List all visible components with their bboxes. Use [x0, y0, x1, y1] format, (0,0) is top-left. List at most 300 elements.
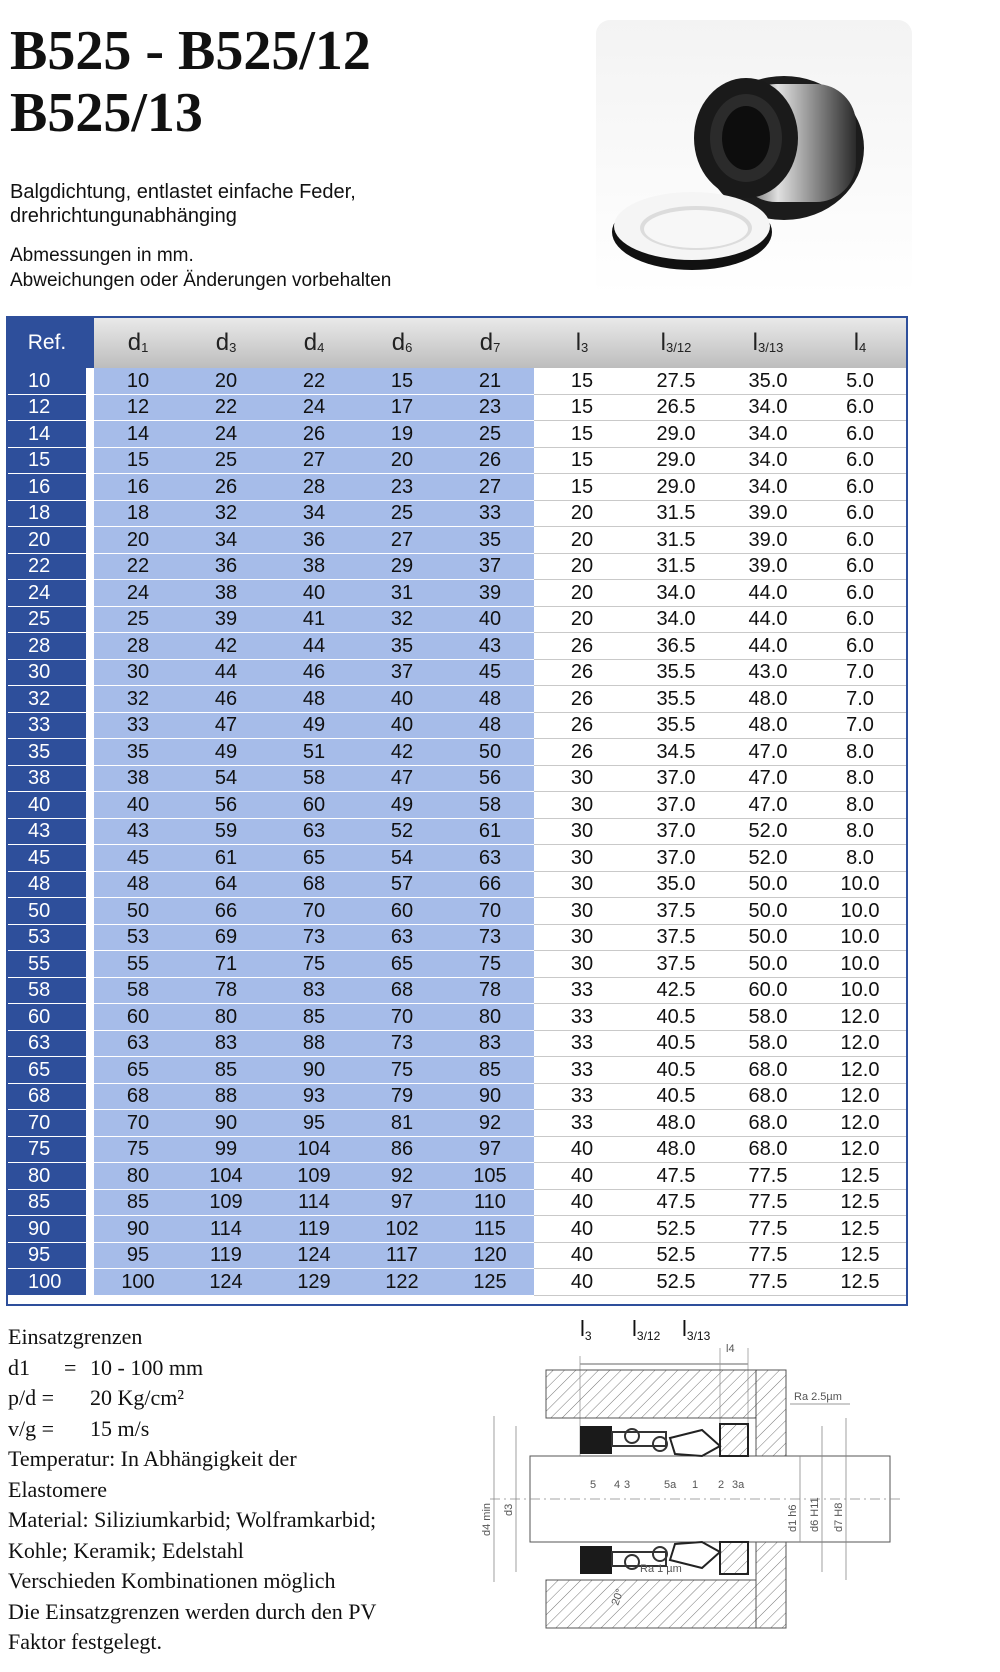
value-cell: 33 — [534, 1057, 630, 1084]
value-cell: 12.5 — [814, 1242, 906, 1269]
description-line-1: Balgdichtung, entlastet einfache Feder, — [10, 181, 356, 203]
table-body — [8, 368, 906, 1295]
table-row — [8, 739, 906, 766]
value-cell: 31.5 — [630, 553, 722, 580]
row-spacer — [86, 368, 94, 394]
value-cell: 48 — [270, 686, 358, 713]
value-cell: 55 — [94, 951, 182, 978]
value-cell: 35 — [446, 527, 534, 554]
column-header — [722, 318, 814, 368]
row-spacer — [86, 421, 94, 448]
value-cell: 125 — [446, 1269, 534, 1296]
limit-speed-key: v/g = — [8, 1415, 55, 1441]
table-row — [8, 1163, 906, 1190]
value-cell: 40 — [534, 1136, 630, 1163]
value-cell: 58.0 — [722, 1030, 814, 1057]
value-cell: 27 — [270, 447, 358, 474]
table-row — [8, 1030, 906, 1057]
table-row — [8, 1110, 906, 1137]
value-cell: 15 — [94, 447, 182, 474]
value-cell: 27 — [358, 527, 446, 554]
row-spacer — [86, 1057, 94, 1084]
value-cell: 6.0 — [814, 580, 906, 607]
value-cell: 42 — [182, 633, 270, 660]
row-spacer — [86, 1163, 94, 1190]
value-cell: 77.5 — [722, 1242, 814, 1269]
table-row — [8, 977, 906, 1004]
value-cell: 60 — [270, 792, 358, 819]
value-cell: 100 — [94, 1269, 182, 1296]
value-cell: 43 — [446, 633, 534, 660]
ref-cell: 12 — [8, 394, 86, 421]
table-row — [8, 553, 906, 580]
table-row — [8, 580, 906, 607]
ref-cell: 60 — [8, 1004, 86, 1031]
value-cell: 8.0 — [814, 765, 906, 792]
value-cell: 6.0 — [814, 447, 906, 474]
value-cell: 63 — [358, 924, 446, 951]
value-cell: 66 — [446, 871, 534, 898]
value-cell: 39.0 — [722, 527, 814, 554]
value-cell: 6.0 — [814, 474, 906, 501]
table-row — [8, 394, 906, 421]
row-spacer — [86, 818, 94, 845]
value-cell: 12 — [94, 394, 182, 421]
value-cell: 12.5 — [814, 1269, 906, 1296]
row-spacer — [86, 1269, 94, 1296]
ref-cell: 25 — [8, 606, 86, 633]
dimension-table-frame — [6, 316, 908, 1306]
value-cell: 36 — [270, 527, 358, 554]
value-cell: 65 — [358, 951, 446, 978]
value-cell: 77.5 — [722, 1189, 814, 1216]
column-header-main: d — [215, 329, 230, 356]
value-cell: 119 — [270, 1216, 358, 1243]
value-cell: 58 — [270, 765, 358, 792]
value-cell: 124 — [182, 1269, 270, 1296]
row-spacer — [86, 1136, 94, 1163]
value-cell: 75 — [94, 1136, 182, 1163]
ref-cell: 45 — [8, 845, 86, 872]
value-cell: 47.0 — [722, 765, 814, 792]
value-cell: 20 — [534, 606, 630, 633]
value-cell: 35 — [358, 633, 446, 660]
value-cell: 33 — [534, 1110, 630, 1137]
value-cell: 33 — [534, 977, 630, 1004]
value-cell: 65 — [94, 1057, 182, 1084]
value-cell: 58.0 — [722, 1004, 814, 1031]
value-cell: 6.0 — [814, 606, 906, 633]
value-cell: 24 — [94, 580, 182, 607]
value-cell: 40 — [534, 1189, 630, 1216]
value-cell: 77.5 — [722, 1216, 814, 1243]
value-cell: 48.0 — [722, 712, 814, 739]
value-cell: 95 — [94, 1242, 182, 1269]
value-cell: 24 — [182, 421, 270, 448]
table-row — [8, 1189, 906, 1216]
value-cell: 12.5 — [814, 1163, 906, 1190]
row-spacer — [86, 1004, 94, 1031]
row-spacer — [86, 580, 94, 607]
ref-cell: 16 — [8, 474, 86, 501]
value-cell: 45 — [446, 659, 534, 686]
value-cell: 75 — [270, 951, 358, 978]
value-cell: 60 — [94, 1004, 182, 1031]
row-spacer — [86, 659, 94, 686]
product-photo — [596, 20, 912, 296]
value-cell: 46 — [182, 686, 270, 713]
value-cell: 90 — [446, 1083, 534, 1110]
ref-cell: 53 — [8, 924, 86, 951]
value-cell: 16 — [94, 474, 182, 501]
material-line-1: Material: Siliziumkarbid; Wolframkarbid; — [8, 1507, 377, 1532]
ref-cell: 14 — [8, 421, 86, 448]
value-cell: 37.0 — [630, 845, 722, 872]
value-cell: 30 — [534, 792, 630, 819]
value-cell: 117 — [358, 1242, 446, 1269]
value-cell: 34.0 — [722, 447, 814, 474]
dimension-table — [8, 318, 906, 1296]
value-cell: 12.5 — [814, 1216, 906, 1243]
value-cell: 48 — [446, 712, 534, 739]
column-header-sub: 3/12 — [666, 340, 692, 355]
value-cell: 39 — [446, 580, 534, 607]
column-header — [182, 318, 270, 368]
table-row — [8, 447, 906, 474]
value-cell: 31.5 — [630, 527, 722, 554]
ref-cell: 33 — [8, 712, 86, 739]
dim-d7: d7 H8 — [833, 1502, 845, 1532]
part-number-3: 3 — [624, 1479, 631, 1491]
value-cell: 58 — [94, 977, 182, 1004]
value-cell: 37.5 — [630, 951, 722, 978]
temperature-line-1: Temperatur: In Abhängigkeit der — [8, 1446, 297, 1471]
row-spacer — [86, 792, 94, 819]
row-spacer — [86, 1030, 94, 1057]
column-header-sub: 4 — [317, 340, 325, 355]
value-cell: 15 — [534, 394, 630, 421]
value-cell: 51 — [270, 739, 358, 766]
value-cell: 37.5 — [630, 898, 722, 925]
dim-d1: d1 h6 — [787, 1504, 799, 1532]
value-cell: 48.0 — [630, 1110, 722, 1137]
value-cell: 32 — [358, 606, 446, 633]
value-cell: 73 — [446, 924, 534, 951]
table-row — [8, 606, 906, 633]
value-cell: 22 — [94, 553, 182, 580]
value-cell: 90 — [182, 1110, 270, 1137]
value-cell: 52 — [358, 818, 446, 845]
value-cell: 34.0 — [722, 474, 814, 501]
ref-cell: 35 — [8, 739, 86, 766]
value-cell: 73 — [270, 924, 358, 951]
column-header — [814, 318, 906, 368]
value-cell: 31 — [358, 580, 446, 607]
ref-cell: 40 — [8, 792, 86, 819]
title-line-2: B525/13 — [10, 82, 203, 144]
table-row — [8, 659, 906, 686]
table-row — [8, 1136, 906, 1163]
value-cell: 26 — [270, 421, 358, 448]
value-cell: 39.0 — [722, 553, 814, 580]
value-cell: 29.0 — [630, 474, 722, 501]
ref-cell: 90 — [8, 1216, 86, 1243]
value-cell: 10.0 — [814, 951, 906, 978]
limits-heading: Einsatzgrenzen — [8, 1324, 143, 1349]
part-number-3a: 3a — [732, 1479, 745, 1491]
column-header-main: Ref. — [27, 331, 67, 354]
dim-d4: d4 min — [481, 1502, 493, 1536]
row-spacer — [86, 924, 94, 951]
value-cell: 6.0 — [814, 553, 906, 580]
table-header-row — [8, 318, 906, 368]
label-l3-13: l3/13 — [682, 1316, 711, 1343]
value-cell: 23 — [358, 474, 446, 501]
value-cell: 54 — [182, 765, 270, 792]
value-cell: 10.0 — [814, 924, 906, 951]
value-cell: 85 — [446, 1057, 534, 1084]
row-spacer — [86, 553, 94, 580]
value-cell: 41 — [270, 606, 358, 633]
value-cell: 50.0 — [722, 951, 814, 978]
value-cell: 54 — [358, 845, 446, 872]
value-cell: 25 — [182, 447, 270, 474]
value-cell: 7.0 — [814, 686, 906, 713]
table-row — [8, 421, 906, 448]
value-cell: 32 — [94, 686, 182, 713]
value-cell: 20 — [534, 553, 630, 580]
value-cell: 40 — [534, 1216, 630, 1243]
limit-speed-value: 15 m/s — [90, 1415, 150, 1441]
table-row — [8, 845, 906, 872]
row-spacer — [86, 633, 94, 660]
row-spacer — [86, 977, 94, 1004]
value-cell: 20 — [534, 580, 630, 607]
value-cell: 42.5 — [630, 977, 722, 1004]
value-cell: 33 — [446, 500, 534, 527]
value-cell: 70 — [94, 1110, 182, 1137]
value-cell: 109 — [182, 1189, 270, 1216]
value-cell: 97 — [358, 1189, 446, 1216]
value-cell: 45 — [94, 845, 182, 872]
value-cell: 24 — [270, 394, 358, 421]
value-cell: 47 — [182, 712, 270, 739]
value-cell: 53 — [94, 924, 182, 951]
value-cell: 47.0 — [722, 792, 814, 819]
value-cell: 33 — [534, 1004, 630, 1031]
part-number-5a: 5a — [664, 1479, 677, 1491]
value-cell: 56 — [182, 792, 270, 819]
value-cell: 52.5 — [630, 1216, 722, 1243]
value-cell: 23 — [446, 394, 534, 421]
row-spacer — [86, 1189, 94, 1216]
label-l3: l3 — [580, 1316, 592, 1343]
value-cell: 35.0 — [630, 871, 722, 898]
value-cell: 20 — [358, 447, 446, 474]
value-cell: 80 — [94, 1163, 182, 1190]
value-cell: 43.0 — [722, 659, 814, 686]
value-cell: 6.0 — [814, 394, 906, 421]
value-cell: 85 — [270, 1004, 358, 1031]
value-cell: 26 — [534, 659, 630, 686]
value-cell: 29.0 — [630, 421, 722, 448]
value-cell: 79 — [358, 1083, 446, 1110]
limit-d1-value: 10 - 100 mm — [90, 1354, 204, 1380]
value-cell: 7.0 — [814, 712, 906, 739]
value-cell: 47.5 — [630, 1163, 722, 1190]
value-cell: 49 — [358, 792, 446, 819]
ref-cell: 75 — [8, 1136, 86, 1163]
value-cell: 68.0 — [722, 1136, 814, 1163]
table-row — [8, 712, 906, 739]
value-cell: 40.5 — [630, 1004, 722, 1031]
value-cell: 12.0 — [814, 1136, 906, 1163]
value-cell: 15 — [358, 368, 446, 394]
value-cell: 30 — [534, 924, 630, 951]
row-spacer — [86, 1110, 94, 1137]
ref-cell: 85 — [8, 1189, 86, 1216]
row-spacer — [86, 474, 94, 501]
value-cell: 40 — [358, 686, 446, 713]
value-cell: 43 — [94, 818, 182, 845]
ref-cell: 24 — [8, 580, 86, 607]
part-number-4: 4 — [614, 1479, 621, 1491]
table-row — [8, 1057, 906, 1084]
ref-cell: 55 — [8, 951, 86, 978]
value-cell: 40 — [534, 1269, 630, 1296]
ref-cell: 68 — [8, 1083, 86, 1110]
table-row — [8, 924, 906, 951]
value-cell: 92 — [446, 1110, 534, 1137]
table-row — [8, 765, 906, 792]
ref-cell: 65 — [8, 1057, 86, 1084]
table-row — [8, 500, 906, 527]
value-cell: 77.5 — [722, 1163, 814, 1190]
value-cell: 49 — [270, 712, 358, 739]
column-header-main: l — [752, 329, 759, 356]
value-cell: 12.0 — [814, 1057, 906, 1084]
value-cell: 29 — [358, 553, 446, 580]
value-cell: 30 — [534, 818, 630, 845]
mechanical-seal-image — [596, 20, 912, 296]
value-cell: 40.5 — [630, 1057, 722, 1084]
value-cell: 29.0 — [630, 447, 722, 474]
table-row — [8, 633, 906, 660]
note-line-2: Abweichungen oder Änderungen vorbehalten — [10, 270, 392, 291]
ref-cell: 70 — [8, 1110, 86, 1137]
table-row — [8, 818, 906, 845]
column-header-main: d — [303, 329, 318, 356]
roughness-bottom: Ra 1 µm — [640, 1563, 682, 1575]
row-spacer — [86, 898, 94, 925]
value-cell: 7.0 — [814, 659, 906, 686]
value-cell: 56 — [446, 765, 534, 792]
value-cell: 17 — [358, 394, 446, 421]
row-spacer — [86, 686, 94, 713]
ref-cell: 18 — [8, 500, 86, 527]
value-cell: 25 — [358, 500, 446, 527]
ref-cell: 32 — [8, 686, 86, 713]
row-spacer — [86, 1083, 94, 1110]
value-cell: 10 — [94, 368, 182, 394]
value-cell: 20 — [182, 368, 270, 394]
value-cell: 27.5 — [630, 368, 722, 394]
value-cell: 78 — [182, 977, 270, 1004]
value-cell: 70 — [446, 898, 534, 925]
table-row — [8, 898, 906, 925]
ref-cell: 15 — [8, 447, 86, 474]
limit-d1-key: d1 — [8, 1354, 30, 1380]
value-cell: 34.0 — [630, 580, 722, 607]
value-cell: 52.5 — [630, 1269, 722, 1296]
value-cell: 81 — [358, 1110, 446, 1137]
value-cell: 88 — [270, 1030, 358, 1057]
ref-cell: 95 — [8, 1242, 86, 1269]
value-cell: 122 — [358, 1269, 446, 1296]
label-l4: l4 — [726, 1343, 735, 1355]
limit-d1-eq: = — [64, 1354, 77, 1380]
value-cell: 34.0 — [722, 421, 814, 448]
value-cell: 61 — [446, 818, 534, 845]
value-cell: 34.0 — [722, 394, 814, 421]
value-cell: 60.0 — [722, 977, 814, 1004]
technical-drawing — [470, 1306, 920, 1672]
row-spacer — [86, 871, 94, 898]
value-cell: 8.0 — [814, 845, 906, 872]
value-cell: 8.0 — [814, 818, 906, 845]
material-line-2: Kohle; Keramik; Edelstahl — [8, 1537, 244, 1563]
value-cell: 26 — [534, 739, 630, 766]
value-cell: 97 — [446, 1136, 534, 1163]
value-cell: 109 — [270, 1163, 358, 1190]
value-cell: 22 — [270, 368, 358, 394]
value-cell: 35.5 — [630, 659, 722, 686]
column-header-sub: 4 — [859, 340, 867, 355]
value-cell: 10.0 — [814, 977, 906, 1004]
table-row — [8, 792, 906, 819]
value-cell: 93 — [270, 1083, 358, 1110]
value-cell: 63 — [270, 818, 358, 845]
ref-cell: 10 — [8, 368, 86, 394]
value-cell: 83 — [446, 1030, 534, 1057]
value-cell: 6.0 — [814, 527, 906, 554]
column-header-main: d — [391, 329, 406, 356]
value-cell: 10.0 — [814, 871, 906, 898]
value-cell: 92 — [358, 1163, 446, 1190]
description-line-2: drehrichtungunabhänging — [10, 205, 237, 227]
ref-cell: 22 — [8, 553, 86, 580]
product-description — [10, 180, 356, 228]
ref-cell: 43 — [8, 818, 86, 845]
label-l3-12: l3/12 — [632, 1316, 661, 1343]
value-cell: 36 — [182, 553, 270, 580]
value-cell: 33 — [94, 712, 182, 739]
value-cell: 90 — [270, 1057, 358, 1084]
value-cell: 39 — [182, 606, 270, 633]
value-cell: 59 — [182, 818, 270, 845]
value-cell: 26 — [534, 686, 630, 713]
value-cell: 40 — [534, 1242, 630, 1269]
limit-pressure — [8, 1383, 468, 1414]
value-cell: 48.0 — [630, 1136, 722, 1163]
value-cell: 26 — [534, 712, 630, 739]
ref-cell: 80 — [8, 1163, 86, 1190]
dim-d6: d6 H11 — [809, 1497, 821, 1532]
ref-cell: 63 — [8, 1030, 86, 1057]
row-spacer — [86, 606, 94, 633]
value-cell: 104 — [270, 1136, 358, 1163]
value-cell: 35 — [94, 739, 182, 766]
